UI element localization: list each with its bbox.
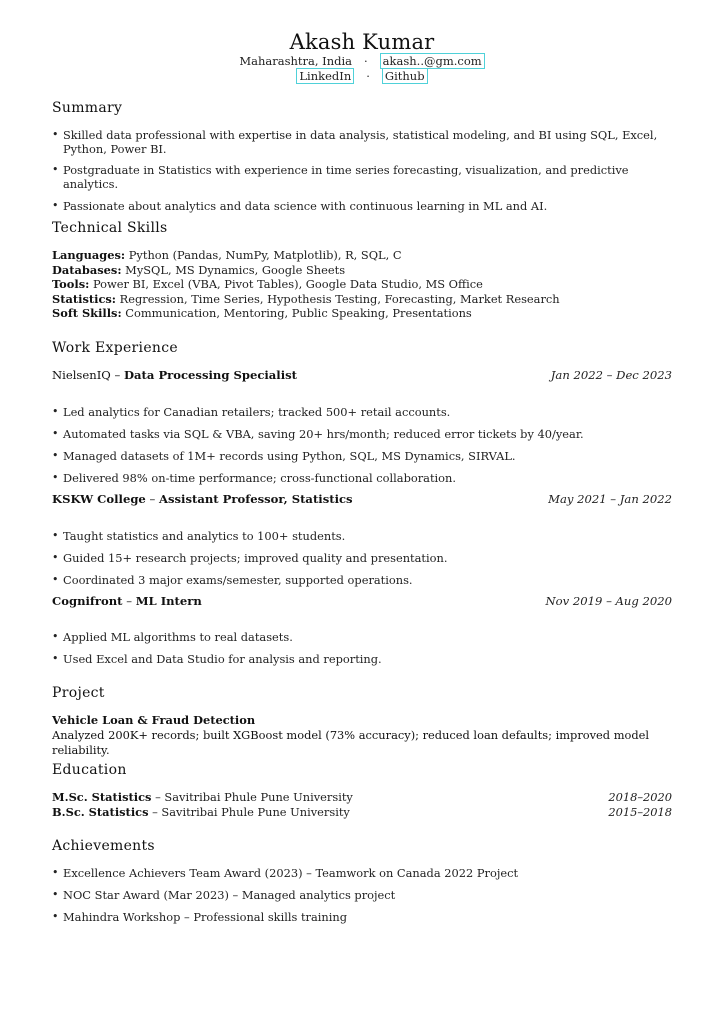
skill-value: Regression, Time Series, Hypothesis Testing, Forecasting, Market Research <box>119 291 560 306</box>
separator: · <box>364 54 368 68</box>
location: Maharashtra, India <box>239 54 353 68</box>
project-heading: Project <box>52 685 105 701</box>
job-role: Data Processing Specialist <box>123 368 297 382</box>
summary-heading: Summary <box>52 100 123 116</box>
summary-item: • Postgraduate in Statistics with experience in time series forecasting, visualization, and predictive analytics. <box>52 163 672 191</box>
skill-label: Tools: <box>52 277 90 292</box>
education-heading: Education <box>52 762 127 778</box>
job-bullet: • Automated tasks via SQL & VBA, saving 20+ hrs/month; reduced error tickets by 40/year. <box>52 427 672 441</box>
achievement-item: • NOC Star Award (Mar 2023) – Managed analytics project <box>52 888 672 902</box>
job-dates: Nov 2019 – Aug 2020 <box>545 594 672 608</box>
job-bullet: • Coordinated 3 major exams/semester, supported operations. <box>52 573 672 587</box>
project-name: Vehicle Loan & Fraud Detection <box>52 713 256 727</box>
skill-row <box>52 292 672 307</box>
skill-row <box>52 306 672 321</box>
github-link[interactable]: Github <box>382 68 428 84</box>
skill-value: Python (Pandas, NumPy, Matplotlib), R, SQL, C <box>128 248 402 262</box>
skill-value: MySQL, MS Dynamics, Google Sheets <box>125 262 346 277</box>
job-bullets <box>52 405 672 485</box>
job-bullets <box>52 529 672 587</box>
achievement-item: • Mahindra Workshop – Professional skills training <box>52 910 672 924</box>
education-row <box>52 790 672 804</box>
achievements-list <box>52 866 672 924</box>
job-org: Cognifront <box>52 594 123 608</box>
skills-block <box>52 248 672 321</box>
job-role: Assistant Professor, Statistics <box>158 492 353 506</box>
job-bullets <box>52 630 672 666</box>
job-role: ML Intern <box>135 594 202 608</box>
candidate-name: Akash Kumar <box>289 30 435 54</box>
education-years: 2015–2018 <box>608 805 672 819</box>
linkedin-link[interactable]: LinkedIn <box>296 68 354 84</box>
job-header <box>52 492 672 506</box>
skill-value: Power BI, Excel (VBA, Pivot Tables), Google Data Studio, MS Office <box>92 277 483 292</box>
achievements-heading: Achievements <box>52 838 155 854</box>
separator: · <box>366 69 370 83</box>
summary-item: • Skilled data professional with expertise in data analysis, statistical modeling, and BI using SQL, Excel, Python, Power BI. <box>52 128 672 156</box>
skill-value: Communication, Mentoring, Public Speaking, Presentations <box>125 306 472 321</box>
skill-row <box>52 248 672 263</box>
job-bullet: • Led analytics for Canadian retailers; tracked 500+ retail accounts. <box>52 405 672 419</box>
job-bullet: • Delivered 98% on-time performance; cross-functional collaboration. <box>52 471 672 485</box>
contact-line <box>0 54 724 69</box>
institution: – Savitribai Phule Pune University <box>151 790 353 804</box>
skill-row <box>52 263 672 278</box>
skill-label: Statistics: <box>52 291 117 306</box>
skill-row <box>52 277 672 292</box>
project-description: Analyzed 200K+ records; built XGBoost model (73% accuracy); reduced loan defaults; improved model reliability. <box>52 728 650 757</box>
job-dash: – <box>126 594 132 608</box>
job-bullet: • Guided 15+ research projects; improved quality and presentation. <box>52 551 672 565</box>
skills-heading: Technical Skills <box>52 220 168 236</box>
skill-label: Languages: <box>52 248 126 262</box>
experience-heading: Work Experience <box>52 340 178 356</box>
education-row <box>52 805 672 819</box>
job-header <box>52 368 672 382</box>
job-bullet: • Taught statistics and analytics to 100+ students. <box>52 529 672 543</box>
job-bullet: • Applied ML algorithms to real datasets. <box>52 630 672 644</box>
job-org: KSKW College <box>52 492 146 506</box>
education-years: 2018–2020 <box>608 790 672 804</box>
achievement-item: • Excellence Achievers Team Award (2023) – Teamwork on Canada 2022 Project <box>52 866 672 880</box>
job-header <box>52 594 672 608</box>
resume-header <box>0 30 724 84</box>
job-bullet: • Managed datasets of 1M+ records using Python, SQL, MS Dynamics, SIRVAL. <box>52 449 672 463</box>
job-bullet: • Used Excel and Data Studio for analysis and reporting. <box>52 652 672 666</box>
degree: B.Sc. Statistics <box>52 805 149 819</box>
project-block <box>52 713 672 758</box>
job-dates: Jan 2022 – Dec 2023 <box>550 368 672 382</box>
job-dates: May 2021 – Jan 2022 <box>548 492 672 506</box>
institution: – Savitribai Phule Pune University <box>148 805 350 819</box>
job-dash: – <box>149 492 156 506</box>
summary-item: • Passionate about analytics and data science with continuous learning in ML and AI. <box>52 199 672 213</box>
job-dash: – <box>114 368 121 382</box>
summary-list <box>52 128 672 213</box>
degree: M.Sc. Statistics <box>52 790 152 804</box>
links-line <box>0 69 724 84</box>
email-link[interactable]: akash..@gm.com <box>380 53 485 69</box>
job-org: NielsenIQ <box>52 368 111 382</box>
skill-label: Databases: <box>52 262 122 277</box>
skill-label: Soft Skills: <box>52 306 122 321</box>
